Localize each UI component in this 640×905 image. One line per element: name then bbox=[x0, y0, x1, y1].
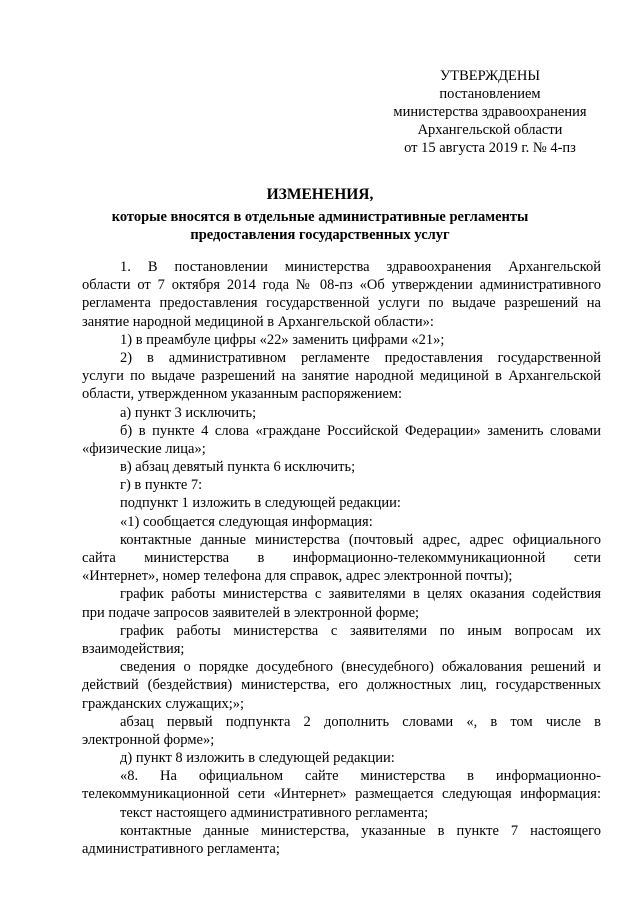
body-line: сведения о порядке досудебного (внесудебного) обжалования решений и bbox=[120, 659, 601, 676]
document-subtitle-line-1: которые вносятся в отдельные административные регламенты bbox=[111, 209, 529, 225]
body-line: «8. На официальном сайте министерства в информационно- bbox=[120, 768, 601, 785]
body-line: электронной форме»; bbox=[82, 731, 215, 748]
body-line: контактные данные министерства, указанные в пункте 7 настоящего bbox=[120, 822, 601, 839]
body-line: абзац первый подпункта 2 дополнить словами «, в том числе в bbox=[120, 713, 601, 730]
body-line: график работы министерства с заявителями в целях оказания содействия bbox=[120, 586, 601, 603]
body-line: 1) в преамбуле цифры «22» заменить цифрами «21»; bbox=[120, 331, 445, 348]
body-line: 2) в административном регламенте предоставления государственной bbox=[120, 349, 601, 366]
body-line: «физические лица»; bbox=[82, 440, 206, 457]
approval-line-2: постановлением bbox=[439, 86, 541, 102]
approval-line-5: от 15 августа 2019 г. № 4-пз bbox=[404, 140, 576, 156]
body-line: регламента предоставления государственной услуги по выдаче разрешений на bbox=[82, 295, 601, 312]
body-line: а) пункт 3 исключить; bbox=[120, 404, 257, 421]
body-line: при подаче запросов заявителей в электронной форме; bbox=[82, 604, 420, 621]
approval-line-4: Архангельской области bbox=[417, 122, 563, 138]
body-line: б) в пункте 4 слова «граждане Российской Федерации» заменить словами bbox=[120, 422, 601, 439]
document-subtitle-line-2: предоставления государственных услуг bbox=[190, 227, 450, 243]
body-line: действий (бездействия) министерства, его должностных лиц, государственных bbox=[82, 677, 601, 694]
body-line: услуги по выдаче разрешений на занятие народной медициной в Архангельской bbox=[82, 368, 601, 385]
document-title: ИЗМЕНЕНИЯ, bbox=[266, 186, 374, 203]
body-line: взаимодействия; bbox=[82, 640, 185, 657]
document-body bbox=[82, 258, 601, 858]
body-line: контактные данные министерства (почтовый адрес, адрес официального bbox=[120, 531, 601, 548]
body-line: подпункт 1 изложить в следующей редакции: bbox=[120, 495, 401, 512]
body-line: д) пункт 8 изложить в следующей редакции: bbox=[120, 750, 395, 767]
body-line: «Интернет», номер телефона для справок, адрес электронной почты); bbox=[82, 568, 513, 585]
body-line: области, утвержденном указанным распоряжением: bbox=[82, 386, 403, 403]
body-line: 1. В постановлении министерства здравоохранения Архангельской bbox=[120, 259, 601, 275]
body-line: административного регламента; bbox=[82, 841, 280, 857]
body-line: «1) сообщается следующая информация: bbox=[120, 513, 373, 530]
body-line: в) абзац девятый пункта 6 исключить; bbox=[120, 459, 356, 476]
body-line: занятие народной медициной в Архангельской области»: bbox=[82, 313, 434, 330]
approval-line-1: УТВЕРЖДЕНЫ bbox=[439, 68, 541, 84]
approval-line-3: министерства здравоохранения bbox=[393, 104, 587, 120]
body-line: области от 7 октября 2014 года № 08-пз «Об утверждении административного bbox=[82, 277, 601, 294]
document-heading bbox=[82, 186, 558, 244]
body-line: график работы министерства с заявителями по иным вопросам их bbox=[120, 622, 601, 639]
approval-stamp bbox=[370, 67, 610, 157]
body-line: гражданских служащих;»; bbox=[82, 695, 245, 712]
body-line: сайта министерства в информационно-телекоммуникационной сети bbox=[82, 550, 601, 566]
body-line: г) в пункте 7: bbox=[120, 477, 203, 494]
body-line: телекоммуникационной сети «Интернет» размещается следующая информация: bbox=[82, 786, 601, 803]
body-line: текст настоящего административного регламента; bbox=[120, 804, 429, 821]
